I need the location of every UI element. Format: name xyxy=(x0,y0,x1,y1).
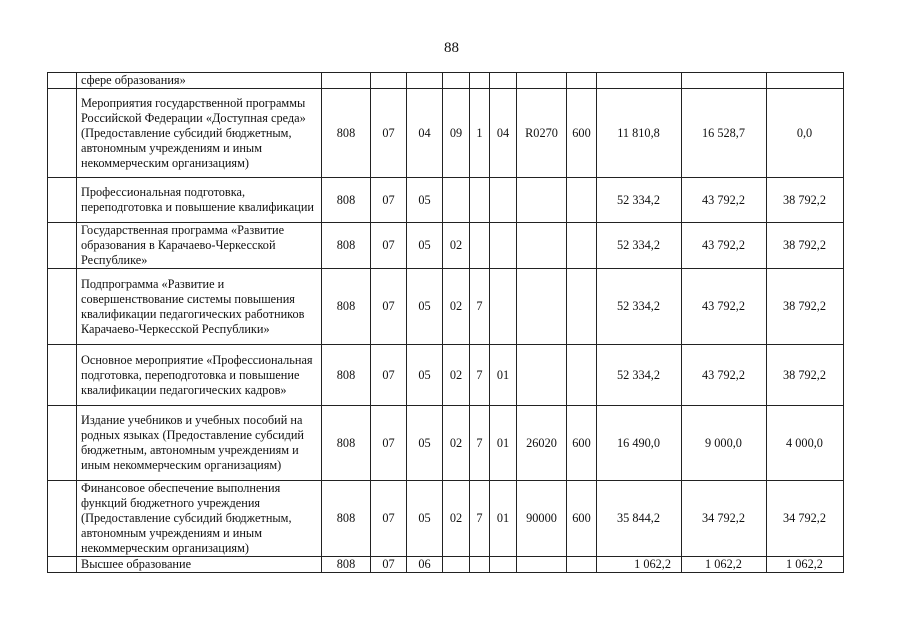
amount-year1-cell: 52 334,2 xyxy=(597,223,682,269)
measure-cell: 04 xyxy=(490,89,517,178)
ministry-code-cell: 808 xyxy=(322,406,371,481)
direction-cell xyxy=(517,557,567,573)
row-number-cell xyxy=(48,269,77,345)
subprogram-cell: 7 xyxy=(470,481,490,557)
subprogram-cell: 7 xyxy=(470,406,490,481)
amount-year2-cell: 43 792,2 xyxy=(682,269,767,345)
name-cell: Подпрограмма «Развитие и совершенствование системы повышения квалификации педагогических работников Карачаево-Черкесской Республики» xyxy=(77,269,322,345)
section-cell: 07 xyxy=(371,345,407,406)
section-cell: 07 xyxy=(371,178,407,223)
page-number: 88 xyxy=(444,40,459,56)
name-cell: Издание учебников и учебных пособий на родных языках (Предоставление субсидий бюджетным, автономным учреждениям и иным некоммерческим организациям) xyxy=(77,406,322,481)
subsection-cell: 05 xyxy=(407,269,443,345)
subsection-cell: 05 xyxy=(407,345,443,406)
amount-year1-cell: 52 334,2 xyxy=(597,269,682,345)
direction-cell: R0270 xyxy=(517,89,567,178)
amount-year2-cell: 16 528,7 xyxy=(682,89,767,178)
subprogram-cell xyxy=(470,557,490,573)
expense-type-cell xyxy=(567,557,597,573)
direction-cell: 90000 xyxy=(517,481,567,557)
row-number-cell xyxy=(48,406,77,481)
table-row xyxy=(48,178,844,223)
table-row xyxy=(48,557,844,573)
subsection-cell xyxy=(407,73,443,89)
ministry-code-cell xyxy=(322,73,371,89)
ministry-code-cell: 808 xyxy=(322,345,371,406)
amount-year3-cell: 0,0 xyxy=(767,89,844,178)
table-row xyxy=(48,345,844,406)
row-number-cell xyxy=(48,345,77,406)
measure-cell xyxy=(490,269,517,345)
amount-year3-cell: 4 000,0 xyxy=(767,406,844,481)
program-cell: 02 xyxy=(443,223,470,269)
amount-year3-cell: 1 062,2 xyxy=(767,557,844,573)
table-row xyxy=(48,269,844,345)
row-number-cell xyxy=(48,178,77,223)
expense-type-cell xyxy=(567,269,597,345)
subsection-cell: 05 xyxy=(407,481,443,557)
subsection-cell: 05 xyxy=(407,178,443,223)
amount-year3-cell: 38 792,2 xyxy=(767,345,844,406)
name-cell: Высшее образование xyxy=(77,557,322,573)
measure-cell xyxy=(490,557,517,573)
subprogram-cell: 7 xyxy=(470,269,490,345)
direction-cell xyxy=(517,73,567,89)
amount-year1-cell: 16 490,0 xyxy=(597,406,682,481)
amount-year2-cell: 9 000,0 xyxy=(682,406,767,481)
ministry-code-cell: 808 xyxy=(322,557,371,573)
program-cell xyxy=(443,557,470,573)
amount-year1-cell: 52 334,2 xyxy=(597,178,682,223)
section-cell: 07 xyxy=(371,223,407,269)
ministry-code-cell: 808 xyxy=(322,481,371,557)
expense-type-cell xyxy=(567,345,597,406)
direction-cell xyxy=(517,178,567,223)
program-cell: 02 xyxy=(443,481,470,557)
program-cell: 09 xyxy=(443,89,470,178)
amount-year3-cell: 38 792,2 xyxy=(767,269,844,345)
ministry-code-cell: 808 xyxy=(322,269,371,345)
section-cell: 07 xyxy=(371,481,407,557)
row-number-cell xyxy=(48,223,77,269)
name-cell: Государственная программа «Развитие образования в Карачаево-Черкесской Республике» xyxy=(77,223,322,269)
amount-year2-cell: 43 792,2 xyxy=(682,223,767,269)
direction-cell xyxy=(517,223,567,269)
subsection-cell: 06 xyxy=(407,557,443,573)
ministry-code-cell: 808 xyxy=(322,178,371,223)
table-row xyxy=(48,73,844,89)
subsection-cell: 05 xyxy=(407,223,443,269)
amount-year3-cell: 34 792,2 xyxy=(767,481,844,557)
section-cell: 07 xyxy=(371,406,407,481)
amount-year2-cell: 43 792,2 xyxy=(682,345,767,406)
ministry-code-cell: 808 xyxy=(322,223,371,269)
table-row xyxy=(48,406,844,481)
name-cell: сфере образования» xyxy=(77,73,322,89)
subsection-cell: 05 xyxy=(407,406,443,481)
section-cell: 07 xyxy=(371,89,407,178)
table-row xyxy=(48,223,844,269)
amount-year3-cell: 38 792,2 xyxy=(767,178,844,223)
measure-cell xyxy=(490,73,517,89)
expense-type-cell xyxy=(567,73,597,89)
subprogram-cell: 1 xyxy=(470,89,490,178)
program-cell: 02 xyxy=(443,269,470,345)
amount-year1-cell xyxy=(597,73,682,89)
name-cell: Основное мероприятие «Профессиональная подготовка, переподготовка и повышение квалификации педагогических кадров» xyxy=(77,345,322,406)
amount-year2-cell: 43 792,2 xyxy=(682,178,767,223)
subprogram-cell xyxy=(470,223,490,269)
expense-type-cell: 600 xyxy=(567,406,597,481)
table-row xyxy=(48,481,844,557)
amount-year2-cell: 1 062,2 xyxy=(682,557,767,573)
direction-cell xyxy=(517,269,567,345)
program-cell: 02 xyxy=(443,406,470,481)
expense-type-cell xyxy=(567,223,597,269)
expense-type-cell: 600 xyxy=(567,481,597,557)
program-cell: 02 xyxy=(443,345,470,406)
expense-type-cell: 600 xyxy=(567,89,597,178)
budget-table xyxy=(47,72,844,573)
measure-cell: 01 xyxy=(490,406,517,481)
amount-year2-cell xyxy=(682,73,767,89)
name-cell: Профессиональная подготовка, переподготовка и повышение квалификации xyxy=(77,178,322,223)
section-cell: 07 xyxy=(371,557,407,573)
section-cell: 07 xyxy=(371,269,407,345)
subprogram-cell xyxy=(470,73,490,89)
direction-cell xyxy=(517,345,567,406)
table-body xyxy=(48,73,844,573)
amount-year1-cell: 35 844,2 xyxy=(597,481,682,557)
amount-year3-cell: 38 792,2 xyxy=(767,223,844,269)
measure-cell xyxy=(490,223,517,269)
name-cell: Мероприятия государственной программы Российской Федерации «Доступная среда» (Предоставление субсидий бюджетным, автономным учреждениям и иным некоммерческим организациям) xyxy=(77,89,322,178)
subsection-cell: 04 xyxy=(407,89,443,178)
program-cell xyxy=(443,178,470,223)
row-number-cell xyxy=(48,73,77,89)
measure-cell xyxy=(490,178,517,223)
amount-year2-cell: 34 792,2 xyxy=(682,481,767,557)
subprogram-cell xyxy=(470,178,490,223)
section-cell xyxy=(371,73,407,89)
subprogram-cell: 7 xyxy=(470,345,490,406)
ministry-code-cell: 808 xyxy=(322,89,371,178)
table-row xyxy=(48,89,844,178)
expense-type-cell xyxy=(567,178,597,223)
amount-year1-cell: 52 334,2 xyxy=(597,345,682,406)
row-number-cell xyxy=(48,481,77,557)
measure-cell: 01 xyxy=(490,345,517,406)
amount-year3-cell xyxy=(767,73,844,89)
direction-cell: 26020 xyxy=(517,406,567,481)
program-cell xyxy=(443,73,470,89)
name-cell: Финансовое обеспечение выполнения функций бюджетного учреждения (Предоставление субсидий бюджетным, автономным учреждениям и иным некоммерческим организациям) xyxy=(77,481,322,557)
measure-cell: 01 xyxy=(490,481,517,557)
row-number-cell xyxy=(48,89,77,178)
amount-year1-cell: 11 810,8 xyxy=(597,89,682,178)
row-number-cell xyxy=(48,557,77,573)
amount-year1-cell: 1 062,2 xyxy=(597,557,682,573)
